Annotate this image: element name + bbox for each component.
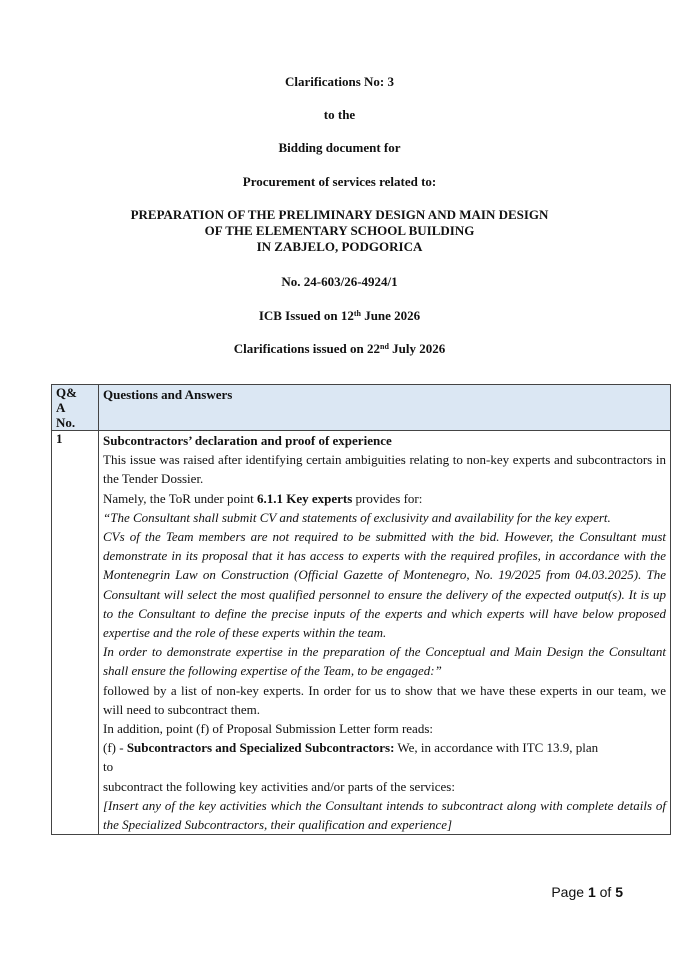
quoted-paragraph: CVs of the Team members are not required to be submitted with the bid. However, the Consultant must demonstrate in its proposal that it has access to experts with the required profiles, in accordance with the Montenegrin Law on Construction (Official Gazette of Montenegro, No. 19/2025 from 04.03.2025). The Consultant will select the most qualified personnel to ensure the delivery of the expected output(s). It is up to the Consultant to define the precise inputs of the experts and which experts will have below proposed expertise and the role of these experts within the team. xyxy=(103,529,666,641)
table-row xyxy=(52,431,671,835)
project-title xyxy=(0,207,679,255)
paragraph: Namely, the ToR under point 6.1.1 Key experts provides for: xyxy=(103,490,423,506)
paragraph: In addition, point (f) of Proposal Submission Letter form reads: xyxy=(103,721,434,737)
quoted-paragraph: “The Consultant shall submit CV and statements of exclusivity and availability for the key expert. xyxy=(103,509,611,525)
to-the-line: to the xyxy=(323,107,356,122)
clarifications-issued-date: Clarifications issued on 22nd July 2026 xyxy=(233,341,446,356)
paragraph: subcontract the following key activities and/or parts of the services: xyxy=(103,778,455,794)
instruction-paragraph: [Insert any of the key activities which the Consultant intends to subcontract along with complete details of the Specialized Subcontractors, their qualification and experience] xyxy=(103,797,666,833)
question-heading: Subcontractors’ declaration and proof of experience xyxy=(103,433,392,448)
qa-table-header-row xyxy=(52,385,671,431)
paragraph: to xyxy=(103,759,114,775)
procurement-line: Procurement of services related to: xyxy=(242,174,437,189)
project-title-line: IN ZABJELO, PODGORICA xyxy=(256,239,423,254)
paragraph: This issue was raised after identifying certain ambiguities relating to non-key experts and subcontractors in the Tender Dossier. xyxy=(103,452,666,487)
bidding-document-line: Bidding document for xyxy=(278,140,401,155)
clarifications-number: Clarifications No: 3 xyxy=(284,74,395,89)
qa-table xyxy=(51,384,671,835)
project-title-line: OF THE ELEMENTARY SCHOOL BUILDING xyxy=(204,223,475,238)
qa-number-header: Q& A No. xyxy=(52,385,99,431)
qa-row-number: 1 xyxy=(52,431,99,835)
qa-row-content xyxy=(99,431,671,835)
project-title-line: PREPARATION OF THE PRELIMINARY DESIGN AND MAIN DESIGN xyxy=(130,207,549,222)
page-footer: Page 1 of 5 xyxy=(551,884,623,900)
questions-answers-header: Questions and Answers xyxy=(99,385,671,431)
icb-issued-date: ICB Issued on 12th June 2026 xyxy=(258,308,421,323)
reference-number: No. 24-603/26-4924/1 xyxy=(281,274,398,289)
quoted-paragraph: In order to demonstrate expertise in the preparation of the Conceptual and Main Design the Consultant shall ensure the following expertise of the Team, to be engaged:” xyxy=(103,644,666,679)
paragraph: (f) - Subcontractors and Specialized Subcontractors: We, in accordance with ITC 13.9, plan xyxy=(103,740,599,756)
paragraph: followed by a list of non-key experts. In order for us to show that we have these experts in our team, we will need to subcontract them. xyxy=(103,682,666,717)
